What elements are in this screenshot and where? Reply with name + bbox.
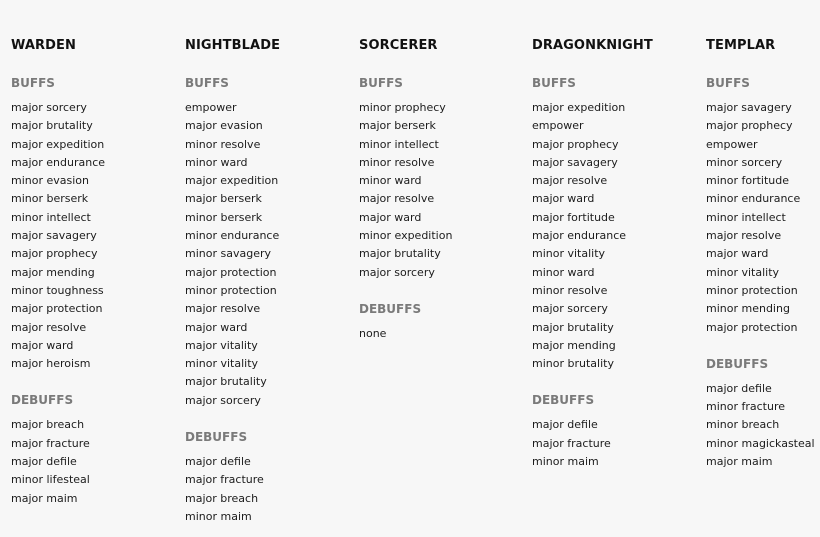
list-item: minor intellect <box>359 137 439 151</box>
list-item: major berserk <box>185 192 262 206</box>
list-item: minor breach <box>706 418 780 432</box>
list-item: minor resolve <box>359 155 435 169</box>
class-column-nightblade <box>185 36 353 526</box>
list-item: minor prophecy <box>359 101 446 114</box>
class-name: WARDEN <box>11 38 76 53</box>
list-item: minor maim <box>532 455 599 469</box>
list-item: major breach <box>11 418 85 432</box>
list-item: major resolve <box>359 192 435 206</box>
debuffs-list <box>185 453 353 526</box>
list-item: minor endurance <box>185 229 280 243</box>
debuffs-heading: DEBUFFS <box>359 301 422 316</box>
debuffs-list <box>359 325 527 343</box>
class-name: SORCERER <box>359 38 438 53</box>
debuffs-heading: DEBUFFS <box>11 393 74 408</box>
list-item: major prophecy <box>532 137 619 151</box>
list-item: empower <box>185 101 237 114</box>
list-item: minor brutality <box>532 357 614 371</box>
list-item: minor magickasteal <box>706 436 815 450</box>
debuffs-heading: DEBUFFS <box>532 393 595 408</box>
class-name: DRAGONKNIGHT <box>532 38 653 53</box>
list-item: major expedition <box>532 101 626 114</box>
list-item: minor mending <box>706 302 790 316</box>
list-item: major endurance <box>11 155 106 169</box>
buffs-heading: BUFFS <box>532 76 576 90</box>
list-item: major protection <box>11 302 103 316</box>
list-item: major mending <box>532 338 616 352</box>
list-item: minor vitality <box>185 357 259 371</box>
list-item: minor fortitude <box>706 174 790 188</box>
list-item: major defile <box>706 381 772 395</box>
list-item: major expedition <box>185 174 279 188</box>
list-item: major resolve <box>532 174 608 188</box>
list-item: major protection <box>185 265 277 279</box>
list-item: minor sorcery <box>706 155 783 169</box>
list-item: major defile <box>11 455 77 469</box>
list-item: minor lifesteal <box>11 473 90 487</box>
buffs-list <box>11 99 179 373</box>
list-item: major vitality <box>185 338 258 352</box>
list-item: major brutality <box>185 375 267 389</box>
list-item: major endurance <box>532 229 627 243</box>
buffs-list <box>359 99 527 282</box>
list-item: major ward <box>706 247 769 261</box>
list-item: major fracture <box>185 473 264 487</box>
list-item: minor vitality <box>706 265 780 279</box>
list-item: major fracture <box>11 436 90 450</box>
list-item: major mending <box>11 265 95 279</box>
list-item: empower <box>706 137 758 151</box>
buffs-heading: BUFFS <box>706 76 750 90</box>
list-item: minor maim <box>185 509 252 523</box>
list-item: major brutality <box>532 320 614 334</box>
list-item: major sorcery <box>185 393 261 407</box>
list-item: major sorcery <box>359 265 435 279</box>
buffs-list <box>185 99 353 410</box>
list-item: major resolve <box>185 302 261 316</box>
list-item: minor ward <box>359 174 422 188</box>
list-item: major savagery <box>706 101 792 114</box>
debuffs-heading: DEBUFFS <box>706 356 769 371</box>
debuffs-list <box>11 416 179 507</box>
list-item: minor ward <box>185 155 248 169</box>
class-column-dragonknight <box>532 36 700 471</box>
list-item: minor protection <box>185 283 277 297</box>
list-item: minor intellect <box>706 210 786 224</box>
list-item: major defile <box>185 455 251 469</box>
list-item: major brutality <box>11 119 93 133</box>
list-item: major ward <box>359 210 422 224</box>
list-item: minor resolve <box>532 283 608 297</box>
list-item: major defile <box>532 418 598 432</box>
list-item: major sorcery <box>11 101 87 114</box>
list-item: minor berserk <box>11 192 89 206</box>
list-item: major maim <box>706 455 773 469</box>
buffs-list <box>706 99 820 337</box>
list-item: minor evasion <box>11 174 89 188</box>
list-item: minor vitality <box>532 247 606 261</box>
class-name: NIGHTBLADE <box>185 38 281 53</box>
list-item: major expedition <box>11 137 105 151</box>
list-item: minor fracture <box>706 400 786 414</box>
list-item: major resolve <box>706 229 782 243</box>
list-item: none <box>359 326 387 340</box>
list-item: major evasion <box>185 119 263 133</box>
list-item: major savagery <box>11 229 97 243</box>
list-item: major breach <box>185 491 259 505</box>
debuffs-list <box>532 416 700 471</box>
list-item: major sorcery <box>532 302 608 316</box>
buffs-heading: BUFFS <box>359 76 403 90</box>
list-item: major ward <box>185 320 248 334</box>
buffs-heading: BUFFS <box>11 76 55 90</box>
debuffs-list <box>706 380 820 471</box>
list-item: minor endurance <box>706 192 801 206</box>
list-item: minor resolve <box>185 137 261 151</box>
list-item: major prophecy <box>11 247 98 261</box>
list-item: minor protection <box>706 283 798 297</box>
list-item: empower <box>532 119 584 133</box>
list-item: minor intellect <box>11 210 91 224</box>
list-item: major heroism <box>11 357 91 371</box>
debuffs-heading: DEBUFFS <box>185 430 248 445</box>
list-item: minor berserk <box>185 210 263 224</box>
class-column-warden <box>11 36 179 508</box>
buffs-list <box>532 99 700 373</box>
buffs-heading: BUFFS <box>185 76 229 90</box>
list-item: major brutality <box>359 247 441 261</box>
list-item: minor ward <box>532 265 595 279</box>
list-item: major fracture <box>532 436 611 450</box>
class-name: TEMPLAR <box>706 38 776 53</box>
class-column-templar <box>706 36 820 471</box>
list-item: major protection <box>706 320 798 334</box>
list-item: minor expedition <box>359 229 453 243</box>
list-item: minor savagery <box>185 247 271 261</box>
list-item: major savagery <box>532 155 618 169</box>
class-column-sorcerer <box>359 36 527 343</box>
list-item: major maim <box>11 491 78 505</box>
list-item: major berserk <box>359 119 436 133</box>
list-item: major resolve <box>11 320 87 334</box>
list-item: major prophecy <box>706 119 793 133</box>
list-item: major ward <box>11 338 74 352</box>
list-item: major fortitude <box>532 210 615 224</box>
list-item: major ward <box>532 192 595 206</box>
list-item: minor toughness <box>11 283 104 297</box>
